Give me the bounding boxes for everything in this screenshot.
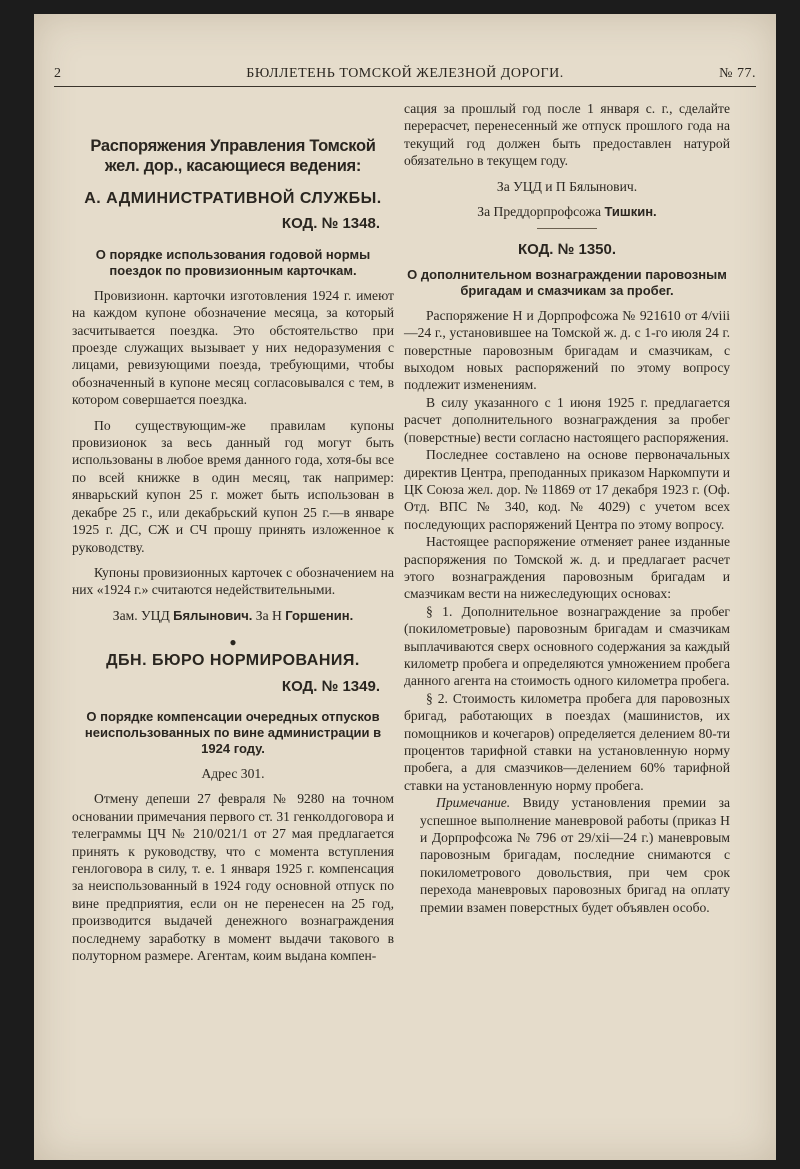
subject-1349: О порядке компенсации очередных отпусков неиспользованных по вине администрации в 1924 году. (84, 708, 382, 756)
note-text: Ввиду установления премии за успешное выполнение маневровой работы (приказ Н и Дорпрофсожа № 796 от 29/xii—24 г.) маневровым паровозным бригадам, последние снимаются с покилометрового довольствия, при чем срок перехода маневровых паровозных бригад на оплату премии взамен поверстных будет объявлен особо. (420, 795, 730, 915)
paragraph-1349-continued: сация за прошлый год после 1 января с. г., сделайте перерасчет, перенесенный же отпуск прошлого года на текущий год должен быть предоставлен натурой обязательно в текущем году. (404, 101, 730, 169)
signatory-name: Горшенин. (285, 607, 354, 623)
address: Адрес 301. (201, 765, 265, 781)
section-a-heading: А. АДМИНИСТРАТИВНОЙ СЛУЖБЫ. (84, 190, 382, 207)
signature-1349-2 (404, 203, 730, 220)
signature-1349-1: За УЦД и П Бялынович. (496, 178, 638, 194)
issue-number: № 77. (719, 66, 756, 81)
note-paragraph (420, 794, 730, 916)
section-separator: ● (229, 635, 237, 650)
paragraph-1349-1: Отмену депеши 27 февраля № 9280 на точном основании примечания первого ст. 31 генколдоговора и телеграммы ЦЧ № 210/021/1 от 27 мая предлагается принять к руководству, что с момента вступления генлоговора в силу, т. е. 1 января 1925 г. компенсация за неиспользованный в 1924 году основной отпуск по вине предприятия, если он не перенесен на 25 год, производится выдачей денежного вознаграждения последнему заработку в момент выдачи такового в полуторном размере. Агентам, коим выдана компен- (72, 791, 394, 963)
page-number: 2 (54, 66, 62, 81)
running-header (54, 64, 756, 87)
paragraph-1350-2: В силу указанного с 1 июня 1925 г. предлагается расчет дополнительного вознаграждения за пробег (поверстные) вести согласно настоящего распоряжения. (404, 394, 730, 445)
paragraph-1350-1: Распоряжение Н и Дорпрофсожа № 921610 от 4/viii—24 г., установившее на Томской ж. д. с 1-го июля 24 г. поверстные паровозным бригадам и смазчикам, с выходом новых распоряжений по этому вопросу подлежит изменениям. (404, 307, 730, 393)
signature-prefix: За Преддорпрофсожа (477, 204, 605, 220)
left-column (72, 100, 394, 964)
code-1350: КОД. № 1350. (517, 241, 617, 259)
note-label: Примечание. (436, 795, 511, 811)
subject-1348: О порядке использования годовой нормы поездок по провизионным карточкам. (95, 246, 371, 278)
signature-1348 (72, 607, 394, 624)
signature-prefix: Зам. УЦД (112, 607, 174, 623)
journal-title: БЮЛЛЕТЕНЬ ТОМСКОЙ ЖЕЛЕЗНОЙ ДОРОГИ. (246, 66, 564, 81)
paragraph-1350-4: Настоящее распоряжение отменяет ранее изданные распоряжения по Томской ж. д. и предлагает расчет этого вознаграждения паровозным бригадам и смазчикам вести на нижеследующих основах: (404, 534, 730, 602)
signatory-name: Бялынович. (173, 607, 253, 623)
paragraph-1350-5: § 1. Дополнительное вознаграждение за пробег (покилометровые) паровозным бригадам и смазчикам выплачиваются сверх основного содержания за каждый километр пробега и определяются умножением пробега данного агента на стоимость одного километра пробега. (404, 603, 730, 689)
right-column (404, 100, 730, 916)
document-page (34, 14, 776, 1160)
code-1348: КОД. № 1348. (281, 215, 380, 233)
paragraph-1350-6: § 2. Стоимость километра пробега для паровозных бригад, работающих в поездах (машинистов, их помощников и кочегаров) определяется делением 80-ти процентов тарифной ставки на установленную норму пробега, а для смазчиков—делением 60% тарифной ставки на установленную норму пробега. (404, 690, 730, 793)
paragraph-1348-3: Купоны провизионных карточек с обозначением на них «1924 г.» считаются недействительными. (72, 564, 394, 598)
paragraph-1350-3: Последнее составлено на основе первоначальных директив Центра, преподанных приказом Наркомпути и ЦК Союза жел. дор. № 11869 от 17 декабря 1923 г. (Оф. Отд. ВПС № 340, код. № 4029) с учетом всех последующих распоряжений Центра по этому вопросу. (404, 447, 730, 532)
code-1349: КОД. № 1349. (281, 677, 380, 695)
section-b-heading: ДБН. БЮРО НОРМИРОВАНИЯ. (106, 652, 360, 670)
main-title: Распоряжения Управления Томской жел. дор., касающиеся ведения: (90, 137, 376, 175)
divider (537, 228, 597, 229)
signatory-name: Тишкин. (604, 204, 657, 220)
signature-middle: За Н (252, 607, 286, 623)
paragraph-1348-1: Провизионн. карточки изготовления 1924 г. имеют на каждом купоне обозначение месяца, за который засчитывается поездка. Это обстоятельство при проезде служащих вызывает у них недоразумения с лицами, ревизующими поезда, требующими, чтобы обозначенный в купоне месяц согласовывался с тем, в котором совершается поездка. (72, 287, 394, 408)
paragraph-1348-2: По существующим-же правилам купоны провизионок за весь данный год могут быть использованы в любое время данного года, хотя-бы все по всей книжке в один месяц, так например: январьский купон 25 г. может быть использован в декабре 25 г., или декабрьский купон 25 г.—в январе 1925 г. ДС, СЖ и СЧ прошу принять изложенное к руководству. (72, 417, 394, 555)
subject-1350: О дополнительном вознаграждении паровозным бригадам и смазчикам за пробег. (407, 266, 727, 298)
